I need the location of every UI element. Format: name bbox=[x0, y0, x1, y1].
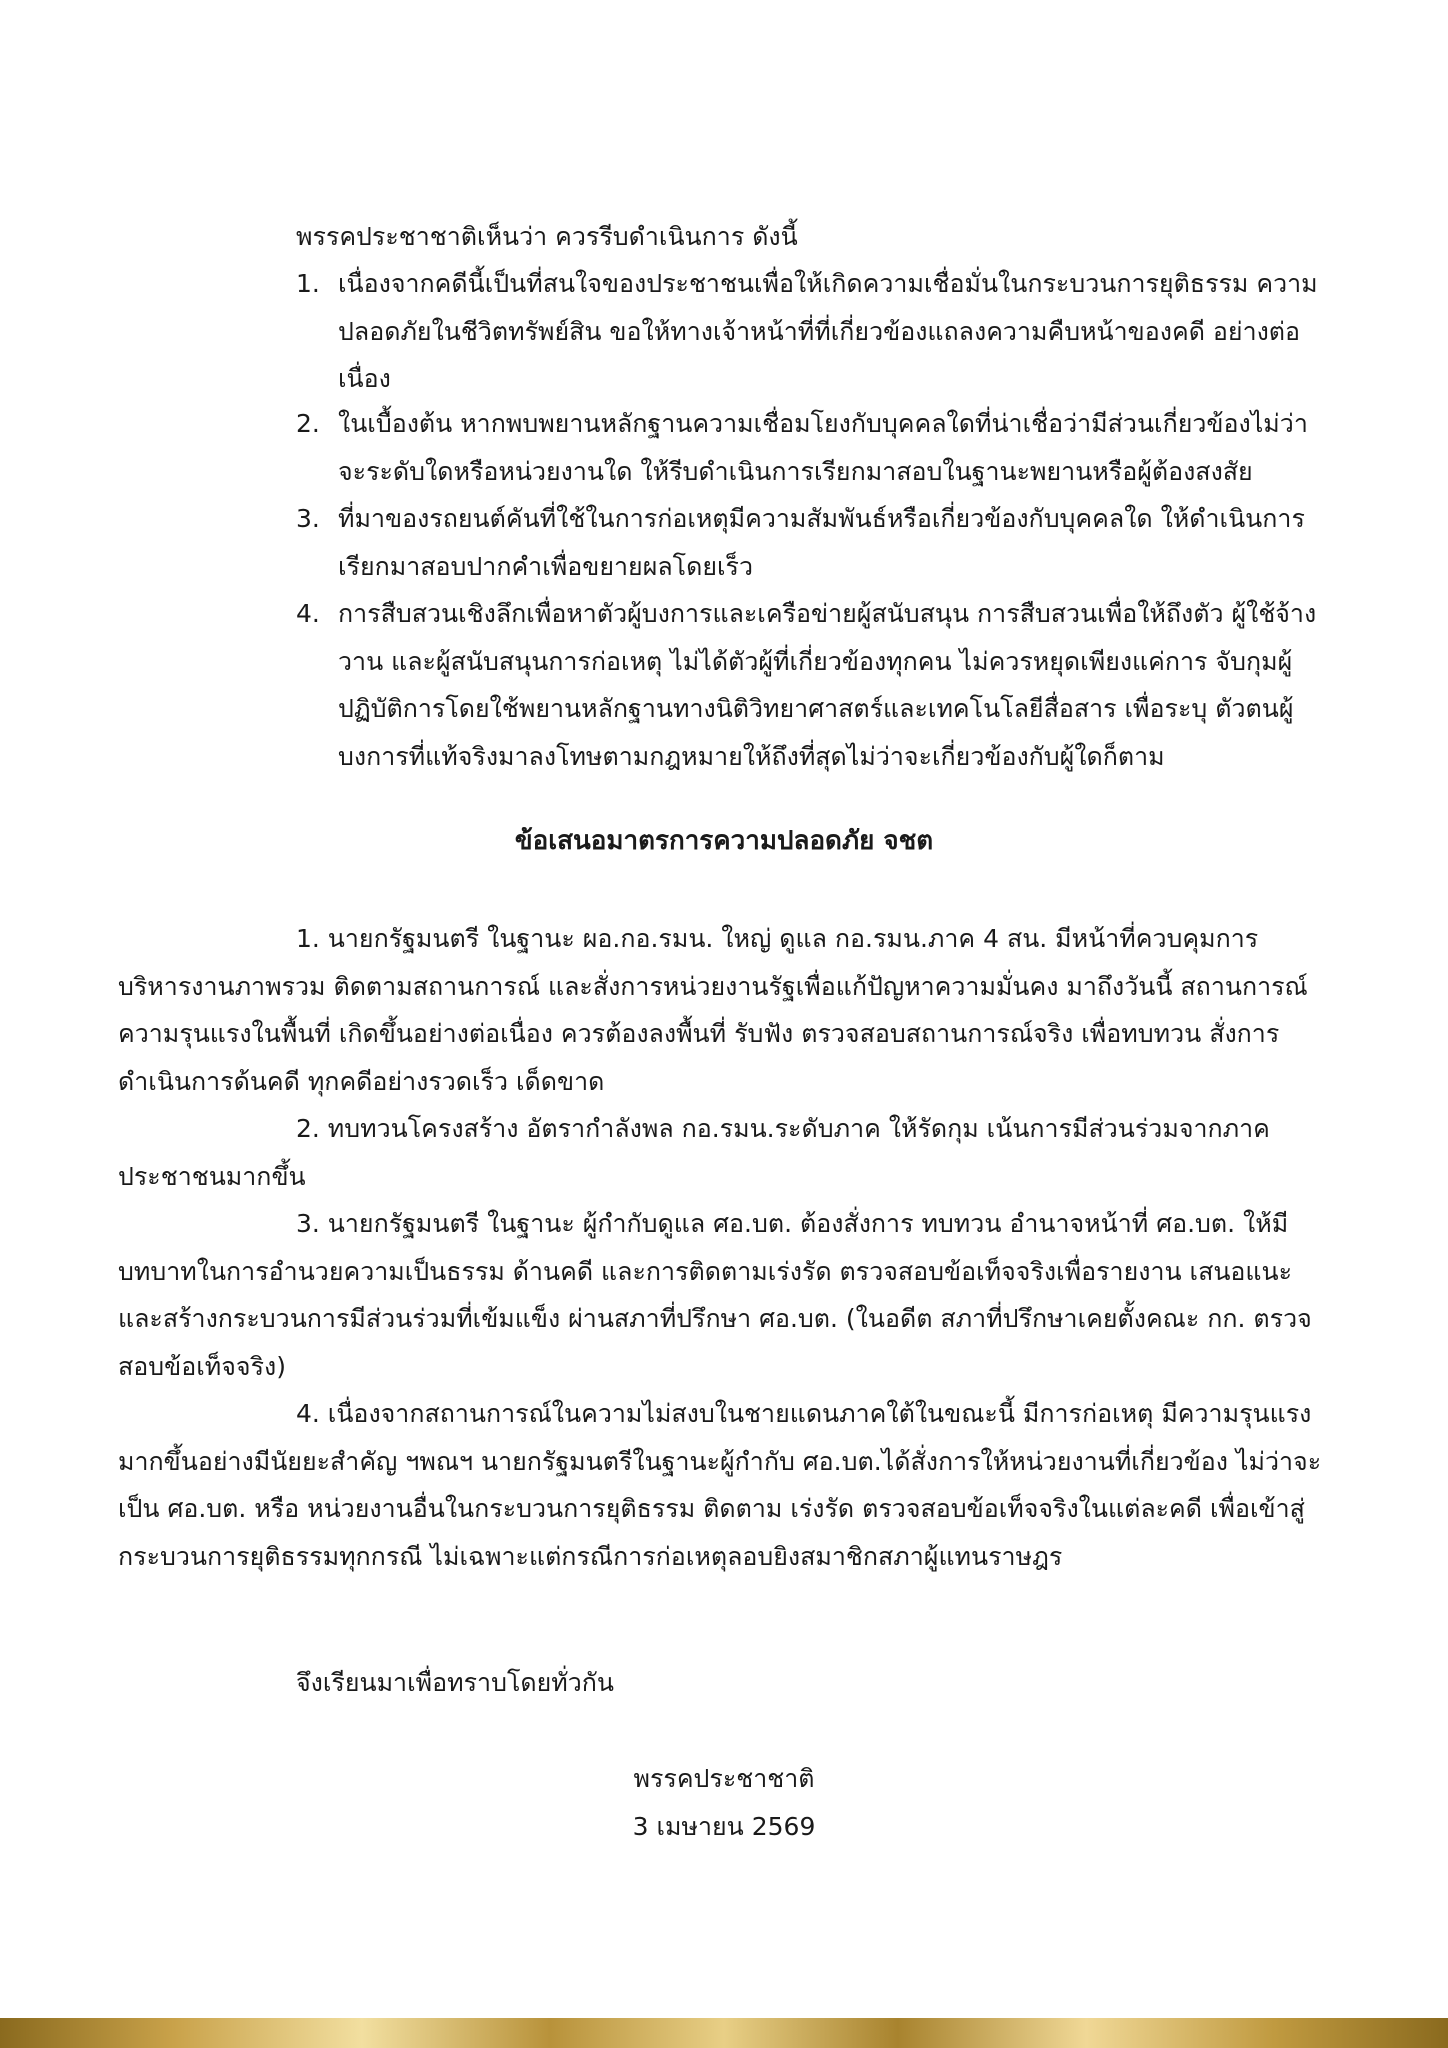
recommendation-number: 4. bbox=[296, 599, 320, 628]
recommendation-number: 1. bbox=[296, 269, 320, 298]
proposal-paragraph: 1. นายกรัฐมนตรี ในฐานะ ผอ.กอ.รมน. ใหญ่ ดูแล กอ.รมน.ภาค 4 สน. มีหน้าที่ควบคุมการ บริหารงานภาพรวม ติดตามสถานการณ์ และสั่งการหน่วยงานรัฐเพื่อแก้ปัญหาความมั่นคง มาถึงวันนี้ สถานการณ์ ความรุนแรงในพื้นที่ เกิดขึ้นอย่างต่อเนื่อง ควรต้องลงพื้นที่ รับฟัง ตรวจสอบสถานการณ์จริง เพื่อทบทวน สั่งการ ดำเนินการด้นคดี ทุกคดีอย่างรวดเร็ว เด็ดขาด bbox=[118, 924, 1308, 1096]
proposal-paragraph: 4. เนื่องจากสถานการณ์ในความไม่สงบในชายแดนภาคใต้ในขณะนี้ มีการก่อเหตุ มีความรุนแรง มากขึ้นอย่างมีนัยยะสำคัญ ฯพณฯ นายกรัฐมนตรีในฐานะผู้กำกับ ศอ.บต.ได้สั่งการให้หน่วยงานที่เกี่ยวข้อง ไม่ว่าจะเป็น ศอ.บต. หรือ หน่วยงานอื่นในกระบวนการยุติธรรม ติดตาม เร่งรัด ตรวจสอบข้อเท็จจริงในแต่ละคดี เพื่อเข้าสู่กระบวนการยุติธรรมทุกกรณี ไม่เฉพาะแต่กรณีการก่อเหตุลอบยิงสมาชิกสภาผู้แทนราษฎร bbox=[118, 1399, 1322, 1571]
recommendation-item: การสืบสวนเชิงลึกเพื่อหาตัวผู้บงการและเครือข่ายผู้สนับสนุน การสืบสวนเพื่อให้ถึงตัว ผู้ใช้จ้างวาน และผู้สนับสนุนการก่อเหตุ ไม่ได้ตัวผู้ที่เกี่ยวข้องทุกคน ไม่ควรหยุดเพียงแค่การ จับกุมผู้ปฏิบัติการโดยใช้พยานหลักฐานทางนิติวิทยาศาสตร์และเทคโนโลยีสื่อสาร เพื่อระบุ ตัวตนผู้บงการที่แท้จริงมาลงโทษตามกฎหมายให้ถึงที่สุดไม่ว่าจะเกี่ยวข้องกับผู้ใดก็ตาม bbox=[338, 599, 1317, 771]
proposal-paragraph: 2. ทบทวนโครงสร้าง อัตรากำลังพล กอ.รมน.ระดับภาค ให้รัดกุม เน้นการมีส่วนร่วมจากภาค ประชาชนมากขึ้น bbox=[118, 1114, 1270, 1191]
closing-line: จึงเรียนมาเพื่อทราบโดยทั่วกัน bbox=[296, 1668, 614, 1697]
recommendation-item: เนื่องจากคดีนี้เป็นที่สนใจของประชาชนเพื่อให้เกิดความเชื่อมั่นในกระบวนการยุติธรรม ความปลอดภัยในชีวิตทรัพย์สิน ขอให้ทางเจ้าหน้าที่ที่เกี่ยวข้องแถลงความคืบหน้าของคดี อย่างต่อเนื่อง bbox=[338, 269, 1318, 393]
recommendation-item: ที่มาของรถยนต์คันที่ใช้ในการก่อเหตุมีความสัมพันธ์หรือเกี่ยวข้องกับบุคคลใด ให้ดำเนินการ เรียกมาสอบปากคำเพื่อขยายผลโดยเร็ว bbox=[338, 504, 1305, 581]
recommendation-number: 3. bbox=[296, 504, 320, 533]
section-heading: ข้อเสนอมาตรการความปลอดภัย จชต bbox=[514, 826, 934, 856]
recommendation-number: 2. bbox=[296, 409, 320, 438]
gold-footer-band bbox=[0, 2018, 1448, 2048]
signature-date: 3 เมษายน 2569 bbox=[632, 1812, 816, 1841]
signature-organization: พรรคประชาชาติ bbox=[633, 1764, 815, 1793]
proposal-paragraph: 3. นายกรัฐมนตรี ในฐานะ ผู้กำกับดูแล ศอ.บต. ต้องสั่งการ ทบทวน อำนาจหน้าที่ ศอ.บต. ให้มี บทบาทในการอำนวยความเป็นธรรม ด้านคดี และการติดตามเร่งรัด ตรวจสอบข้อเท็จจริงเพื่อรายงาน เสนอแนะ และสร้างกระบวนการมีส่วนร่วมที่เข้มแข็ง ผ่านสภาที่ปรึกษา ศอ.บต. (ในอดีต สภาที่ปรึกษาเคยตั้งคณะ กก. ตรวจสอบข้อเท็จจริง) bbox=[118, 1209, 1312, 1381]
recommendation-item: ในเบื้องต้น หากพบพยานหลักฐานความเชื่อมโยงกับบุคคลใดที่น่าเชื่อว่ามีส่วนเกี่ยวข้องไม่ว่า จะระดับใดหรือหน่วยงานใด ให้รีบดำเนินการเรียกมาสอบในฐานะพยานหรือผู้ต้องสงสัย bbox=[338, 409, 1308, 486]
intro-line: พรรคประชาชาติเห็นว่า ควรรีบดำเนินการ ดังนี้ bbox=[296, 222, 798, 251]
